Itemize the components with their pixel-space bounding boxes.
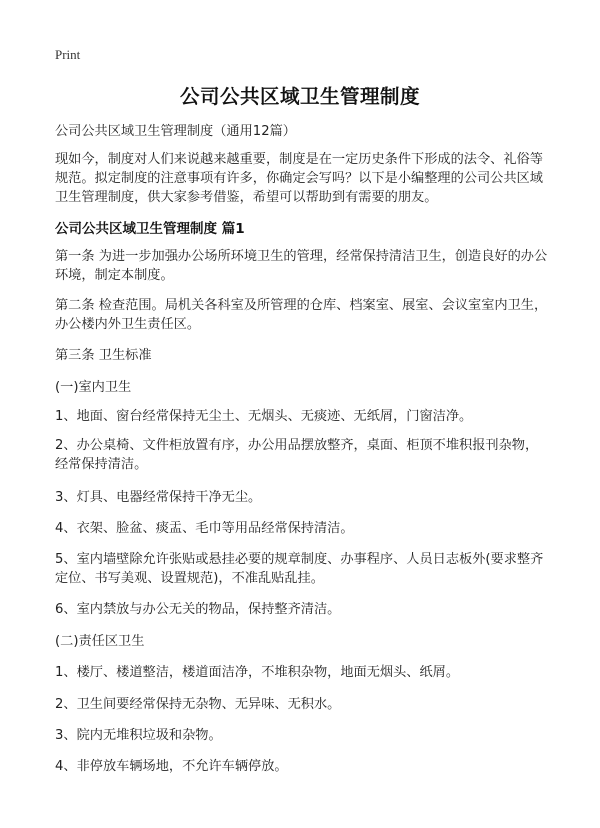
intro-paragraph: 现如今，制度对人们来说越来越重要，制度是在一定历史条件下形成的法令、礼俗等规范。拟定制度的注意事项有许多，你确定会写吗？以下是小编整理的公司公共区域卫生管理制度，供大家参考借鉴，希望可以帮助到有需要的朋友。 bbox=[55, 152, 543, 205]
section-heading: 公司公共区域卫生管理制度 篇1 bbox=[55, 221, 245, 237]
zone-heading: (二)责任区卫生 bbox=[55, 634, 145, 649]
list-item: 1、地面、窗台经常保持无尘土、无烟头、无痰迹、无纸屑，门窗洁净。 bbox=[55, 409, 473, 424]
article-1: 第一条 为进一步加强办公场所环境卫生的管理，经常保持清洁卫生，创造良好的办公环境，制定本制度。 bbox=[55, 249, 548, 283]
indoor-heading: (一)室内卫生 bbox=[55, 380, 132, 395]
print-link[interactable]: Print bbox=[55, 47, 81, 62]
article-2: 第二条 检查范围。局机关各科室及所管理的仓库、档案室、展室、会议室室内卫生，办公楼内外卫生责任区。 bbox=[55, 298, 548, 332]
list-item: 4、衣架、脸盆、痰盂、毛巾等用品经常保持清洁。 bbox=[55, 521, 354, 536]
list-item: 2、办公桌椅、文件柜放置有序，办公用品摆放整齐，桌面、柜顶不堆积报刊杂物，经常保持清洁。 bbox=[55, 438, 539, 472]
document-subtitle: 公司公共区域卫生管理制度（通用12篇） bbox=[55, 124, 296, 139]
list-item: 3、灯具、电器经常保持干净无尘。 bbox=[55, 490, 262, 505]
article-3: 第三条 卫生标准 bbox=[55, 348, 152, 363]
list-item: 3、院内无堆积垃圾和杂物。 bbox=[55, 728, 222, 743]
list-item: 2、卫生间要经常保持无杂物、无异味、无积水。 bbox=[55, 697, 341, 712]
list-item: 6、室内禁放与办公无关的物品，保持整齐清洁。 bbox=[55, 602, 341, 617]
list-item: 5、室内墙壁除允许张贴或悬挂必要的规章制度、办事程序、人员日志板外(要求整齐定位、书写美观、设置规范)，不准乱贴乱挂。 bbox=[55, 552, 544, 586]
list-item: 4、非停放车辆场地，不允许车辆停放。 bbox=[55, 759, 288, 774]
list-item: 1、楼厅、楼道整洁，楼道面洁净，不堆积杂物，地面无烟头、纸屑。 bbox=[55, 665, 460, 680]
document-title: 公司公共区域卫生管理制度 bbox=[179, 85, 420, 108]
